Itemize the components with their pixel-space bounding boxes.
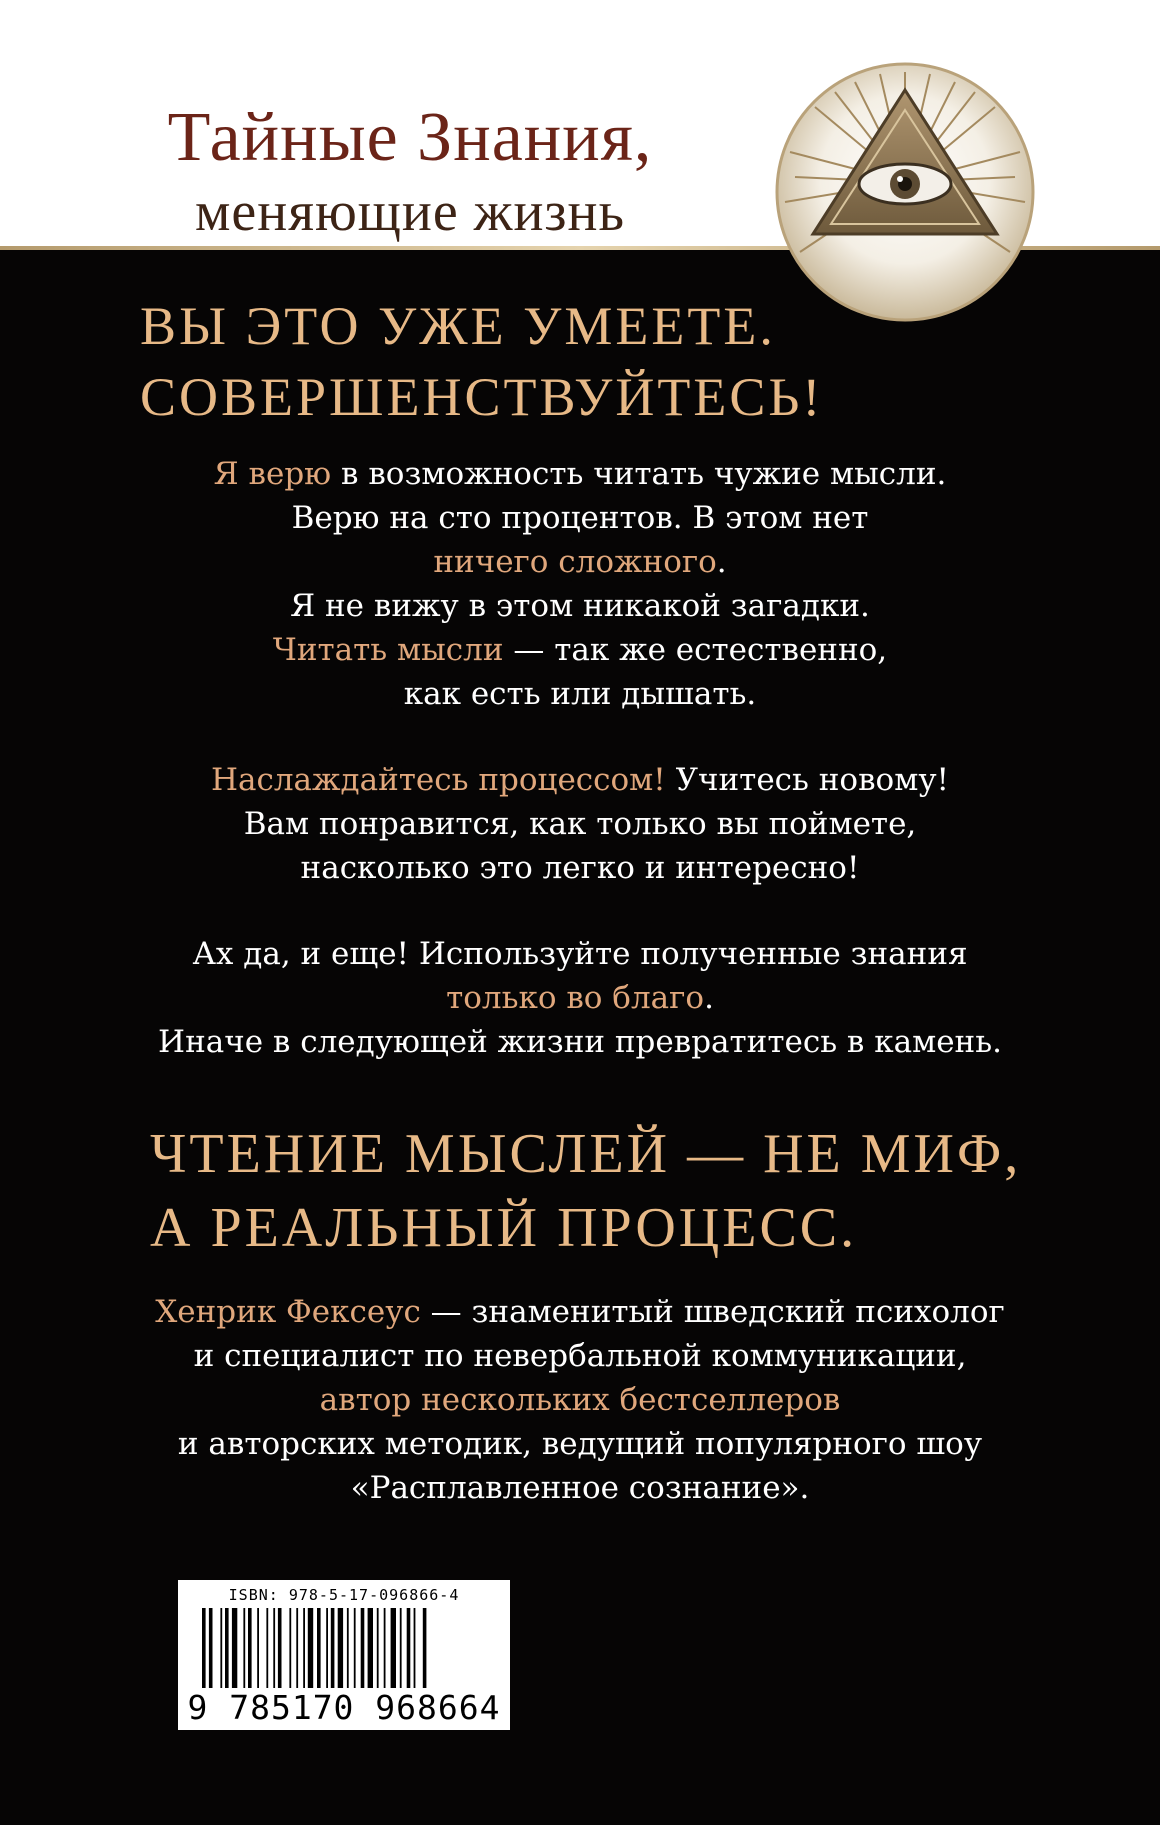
barcode-bar	[326, 1608, 328, 1688]
text-line: как есть или дышать.	[403, 676, 757, 712]
text-fragment: Учитесь новому!	[665, 762, 950, 798]
barcode-bar	[317, 1608, 321, 1688]
text-line: насколько это легко и интересно!	[300, 850, 860, 886]
text-line	[0, 1290, 1160, 1334]
barcode-bar	[414, 1608, 416, 1688]
barcode-bar	[289, 1608, 291, 1688]
text-fragment: — знаменитый шведский психолог	[420, 1294, 1005, 1330]
author-name: Хенрик Фексеус	[155, 1294, 421, 1330]
barcode-bars	[202, 1608, 486, 1690]
barcode-bar	[243, 1608, 245, 1688]
ean-digits: 9 785170 968664	[187, 1688, 501, 1727]
text-fragment: .	[704, 980, 714, 1016]
highlight-text: Наслаждайтесь процессом!	[210, 762, 666, 798]
isbn-label: ISBN: 978-5-17-096866-4	[228, 1586, 460, 1604]
barcode-bar	[209, 1608, 213, 1688]
paragraph-warning	[0, 932, 1160, 1064]
heading-not-myth-line1: ЧТЕНИЕ МЫСЛЕЙ — НЕ МИФ,	[150, 1123, 1022, 1185]
text-fragment: — так же естественно,	[503, 632, 888, 668]
barcode-bar	[347, 1608, 349, 1688]
text-line	[0, 452, 1160, 496]
highlight-text: автор нескольких бестселлеров	[319, 1382, 841, 1418]
barcode-bar	[266, 1608, 268, 1688]
text-line: и авторских методик, ведущий популярного шоу	[177, 1426, 983, 1462]
text-line	[0, 758, 1160, 802]
all-seeing-eye-icon	[775, 52, 1035, 342]
heading-not-myth-line2: А РЕАЛЬНЫЙ ПРОЦЕСС.	[150, 1197, 858, 1259]
text-fragment: .	[716, 544, 727, 580]
barcode-bar	[361, 1608, 365, 1688]
barcode-bar	[257, 1608, 259, 1688]
text-line	[0, 628, 1160, 672]
barcode-bar	[308, 1608, 313, 1688]
text-line: Ах да, и еще! Используйте полученные знания	[192, 936, 968, 972]
paragraph-author-bio	[0, 1290, 1160, 1510]
series-title-line2: меняющие жизнь	[194, 181, 626, 243]
barcode-bar	[384, 1608, 386, 1688]
heading-skill-line1: ВЫ ЭТО УЖЕ УМЕЕТЕ.	[140, 296, 776, 356]
barcode-bar	[225, 1608, 229, 1688]
isbn-barcode	[178, 1580, 510, 1730]
barcode-bar	[220, 1608, 222, 1688]
barcode-bar	[331, 1608, 335, 1688]
barcode-bar	[296, 1608, 298, 1688]
barcode-bar	[407, 1608, 411, 1688]
barcode-bar	[232, 1608, 237, 1688]
barcode-bar	[368, 1608, 373, 1688]
heading-skill-line2: СОВЕРШЕНСТВУЙТЕСЬ!	[140, 367, 824, 427]
text-line: Вам понравится, как только вы поймете,	[243, 806, 917, 842]
barcode-bar	[202, 1608, 206, 1688]
paragraph-enjoy	[0, 758, 1160, 890]
barcode-bar	[400, 1608, 402, 1688]
text-fragment: в возможность читать чужие мысли.	[331, 456, 947, 492]
highlight-text: ничего сложного	[433, 544, 717, 580]
paragraph-belief	[0, 452, 1160, 716]
barcode-bar	[391, 1608, 396, 1688]
text-line: Иначе в следующей жизни превратитесь в камень.	[158, 1024, 1002, 1060]
highlight-text: только во благо	[446, 980, 705, 1016]
barcode-bar	[423, 1608, 427, 1688]
barcode-bar	[354, 1608, 356, 1688]
barcode-bar	[248, 1608, 252, 1688]
barcode-bar	[273, 1608, 275, 1688]
text-line	[0, 976, 1160, 1020]
barcode-bar	[377, 1608, 379, 1688]
highlight-text: Я верю	[213, 456, 332, 492]
text-line	[0, 1378, 1160, 1422]
series-title-line1: Тайные Знания,	[167, 99, 653, 176]
highlight-text: Читать мысли	[272, 632, 504, 668]
text-line	[0, 540, 1160, 584]
barcode-bar	[278, 1608, 282, 1688]
text-line: «Расплавленное сознание».	[350, 1470, 810, 1506]
text-line: Верю на сто процентов. В этом нет	[291, 500, 869, 536]
text-line: Я не вижу в этом никакой загадки.	[290, 588, 870, 624]
text-line: и специалист по невербальной коммуникации,	[193, 1338, 967, 1374]
barcode-bar	[338, 1608, 343, 1688]
barcode-bar	[303, 1608, 305, 1688]
